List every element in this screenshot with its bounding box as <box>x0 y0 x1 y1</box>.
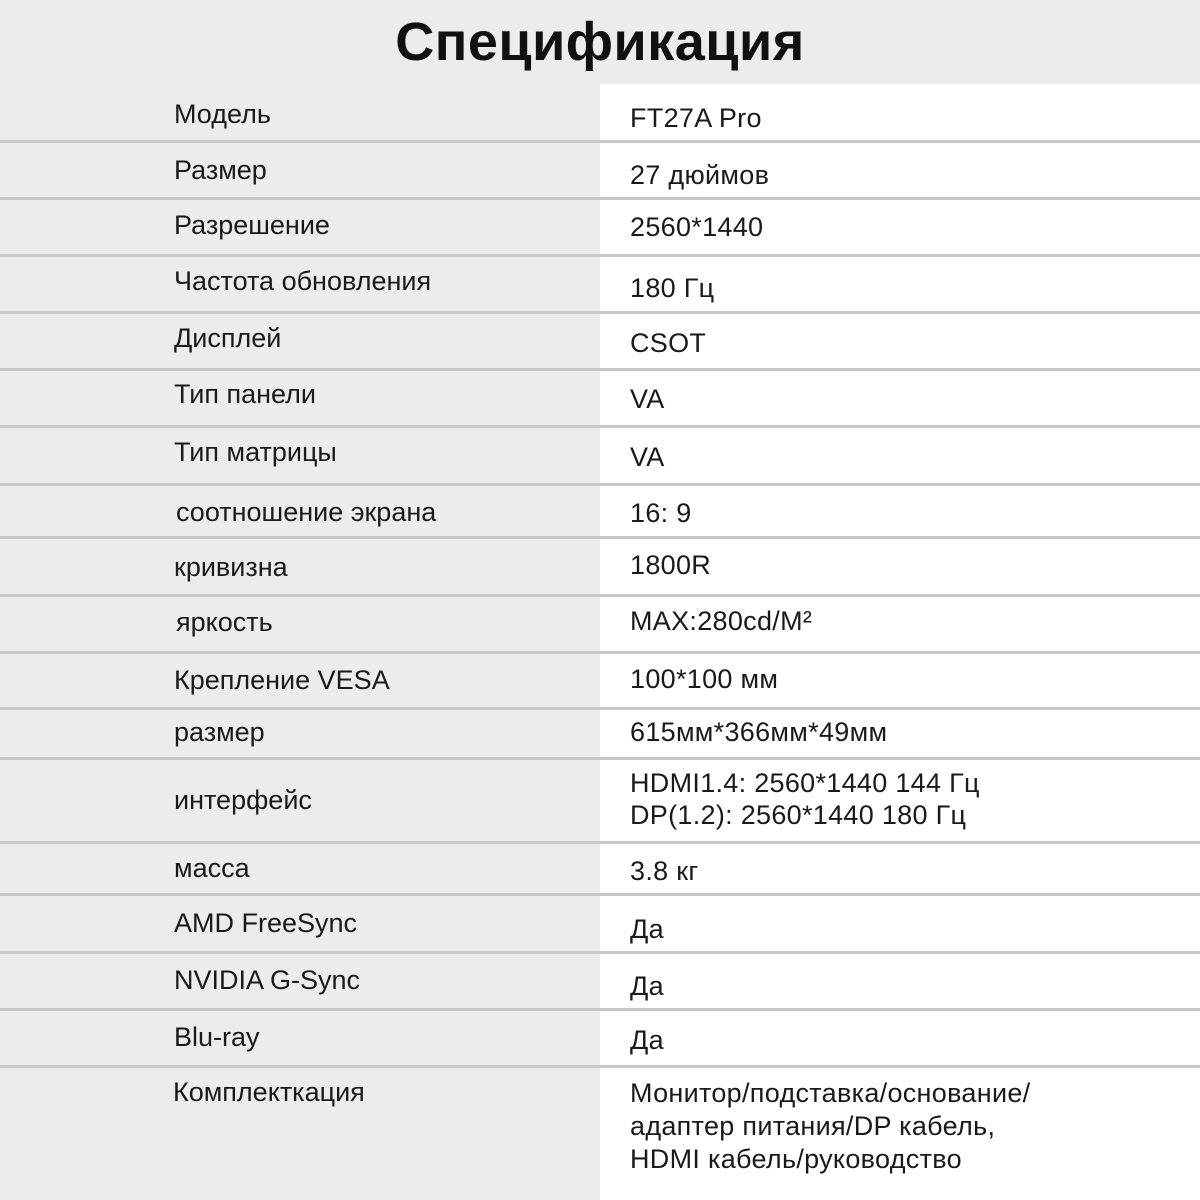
row-divider <box>0 368 1200 371</box>
spec-label: яркость <box>176 607 273 637</box>
spec-label: Дисплей <box>174 323 282 353</box>
value-column-background <box>600 84 1200 1200</box>
row-divider <box>0 311 1200 314</box>
spec-value-line: DP(1.2): 2560*1440 180 Гц <box>630 800 967 830</box>
spec-label: Тип панели <box>174 379 317 409</box>
row-divider <box>0 1008 1200 1011</box>
spec-label: Частота обновления <box>174 266 432 296</box>
spec-label: масса <box>174 853 250 883</box>
spec-value: 1800R <box>630 550 712 580</box>
spec-label: интерфейс <box>174 785 312 815</box>
spec-label: Blu-ray <box>174 1022 260 1052</box>
spec-value: VA <box>630 384 665 414</box>
row-divider <box>0 651 1200 654</box>
row-divider <box>0 254 1200 257</box>
spec-label: Тип матрицы <box>174 437 337 467</box>
spec-value: 27 дюймов <box>630 160 770 190</box>
spec-value: 180 Гц <box>630 273 715 303</box>
row-divider <box>0 140 1200 143</box>
row-divider <box>0 594 1200 597</box>
row-divider <box>0 841 1200 844</box>
spec-value-line: HDMI кабель/руководство <box>630 1144 962 1174</box>
spec-label: AMD FreeSync <box>174 908 358 938</box>
spec-value: Да <box>630 914 664 944</box>
spec-label: Модель <box>174 99 271 129</box>
spec-label: Крепление VESA <box>174 665 390 695</box>
spec-value: Да <box>630 971 664 1001</box>
spec-value: Да <box>630 1025 664 1055</box>
spec-label: NVIDIA G-Sync <box>174 965 361 995</box>
spec-value-line: HDMI1.4: 2560*1440 144 Гц <box>630 768 980 798</box>
spec-value-line: Монитор/подставка/основание/ <box>630 1078 1031 1108</box>
spec-value: 2560*1440 <box>630 212 764 242</box>
page-title: Спецификация <box>395 12 805 72</box>
spec-value: CSOT <box>630 328 707 358</box>
row-divider <box>0 951 1200 954</box>
spec-value: FT27A Pro <box>630 103 762 133</box>
spec-label: Комплекткация <box>173 1077 365 1107</box>
spec-value: MAX:280cd/M² <box>630 606 813 636</box>
spec-label: Разрешение <box>174 210 330 240</box>
spec-value: 615мм*366мм*49мм <box>630 717 888 747</box>
spec-label: кривизна <box>174 552 288 582</box>
spec-label: соотношение экрана <box>176 497 437 527</box>
spec-value-line: адаптер питания/DP кабель, <box>630 1111 996 1141</box>
row-divider <box>0 893 1200 896</box>
row-divider <box>0 707 1200 710</box>
row-divider <box>0 483 1200 486</box>
row-divider <box>0 197 1200 200</box>
row-divider <box>0 757 1200 760</box>
spec-value: 100*100 мм <box>630 664 779 694</box>
row-divider <box>0 425 1200 428</box>
row-divider <box>0 1065 1200 1068</box>
row-divider <box>0 536 1200 539</box>
spec-label: размер <box>174 717 265 747</box>
spec-value: VA <box>630 442 665 472</box>
spec-value: 16: 9 <box>630 498 692 528</box>
spec-value: 3.8 кг <box>630 856 699 886</box>
spec-label: Размер <box>174 155 267 185</box>
